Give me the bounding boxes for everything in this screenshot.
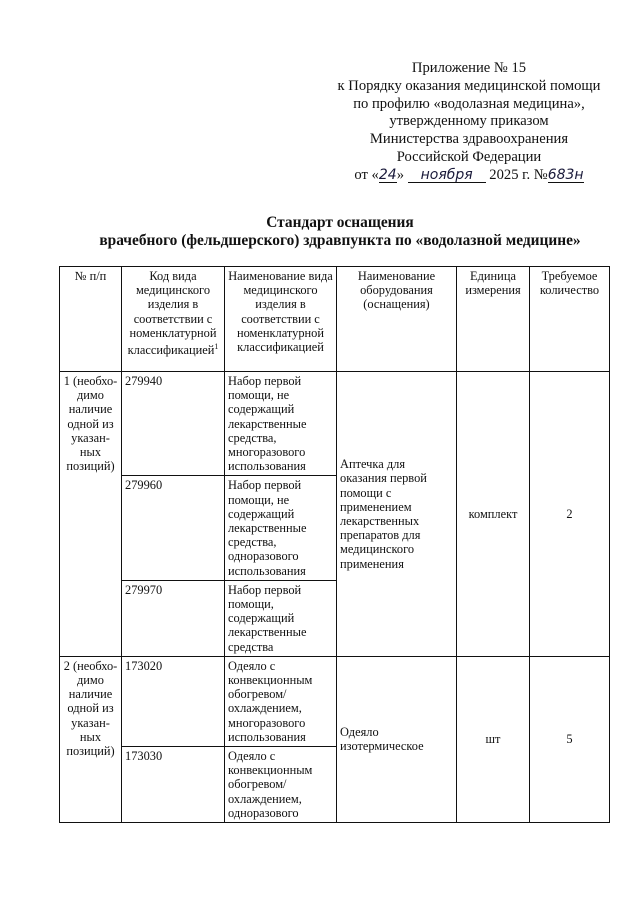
appendix-header (330, 60, 608, 185)
header-name: Наименование вида медицинского изделия в соответствии с номенклатурной классификацией (225, 267, 337, 372)
device-code: 279970 (122, 580, 225, 656)
row-number: 1 (необхо-димо наличие одной из указан-ных позиций) (60, 372, 122, 657)
table-header-row (60, 267, 610, 372)
device-name: Одеяло с конвекционным обогревом/ охлаждением, одноразового (225, 747, 337, 823)
order-date-line: от «24» ноября 2025 г. №683н (354, 166, 584, 183)
order-day: 24 (378, 166, 397, 183)
table-row (60, 656, 610, 746)
header-num: № п/п (60, 267, 122, 372)
quantity: 2 (530, 372, 610, 657)
equipment-name: Одеяло изотермическое (337, 656, 457, 822)
device-code: 173020 (122, 656, 225, 746)
row-number: 2 (необхо-димо наличие одной из указан-ных позиций) (60, 656, 122, 822)
unit: шт (457, 656, 530, 822)
order-month: ноября (408, 168, 486, 183)
header-unit: Единица измерения (457, 267, 530, 372)
header-qty: Требуемое количество (530, 267, 610, 372)
equipment-standard-table (59, 266, 610, 823)
header-code: Код вида медицинского изделия в соответствии с номенклатурной классификацией$^1$ (122, 267, 225, 372)
device-name: Одеяло с конвекционным обогревом/ охлаждением, многоразового использования (225, 656, 337, 746)
header-equipment: Наименование оборудования (оснащения) (337, 267, 457, 372)
device-code: 173030 (122, 747, 225, 823)
device-code: 279960 (122, 476, 225, 580)
appendix-number: Приложение № 15 (411, 60, 527, 76)
device-name: Набор первой помощи, не содержащий лекарственные средства, одноразового использования (225, 476, 337, 580)
device-name: Набор первой помощи, не содержащий лекарственные средства, многоразового использования (225, 372, 337, 476)
document-title: Стандарт оснащения врачебного (фельдшерского) здравпункта по «водолазной медицине» (99, 214, 581, 249)
device-name: Набор первой помощи, содержащий лекарственные средства (225, 580, 337, 656)
unit: комплект (457, 372, 530, 657)
header-line: Министерства здравоохранения (369, 131, 569, 148)
order-number: 683н (547, 166, 584, 183)
device-code: 279940 (122, 372, 225, 476)
header-line: утвержденному приказом (389, 113, 549, 130)
table-row (60, 372, 610, 476)
header-line: по профилю «водолазная медицина», (353, 95, 585, 112)
quantity: 5 (530, 656, 610, 822)
header-line: Российской Федерации (396, 148, 542, 165)
equipment-name: Аптечка для оказания первой помощи с применением лекарственных препаратов для медицинского применения (337, 372, 457, 657)
header-line: к Порядку оказания медицинской помощи (337, 77, 601, 94)
